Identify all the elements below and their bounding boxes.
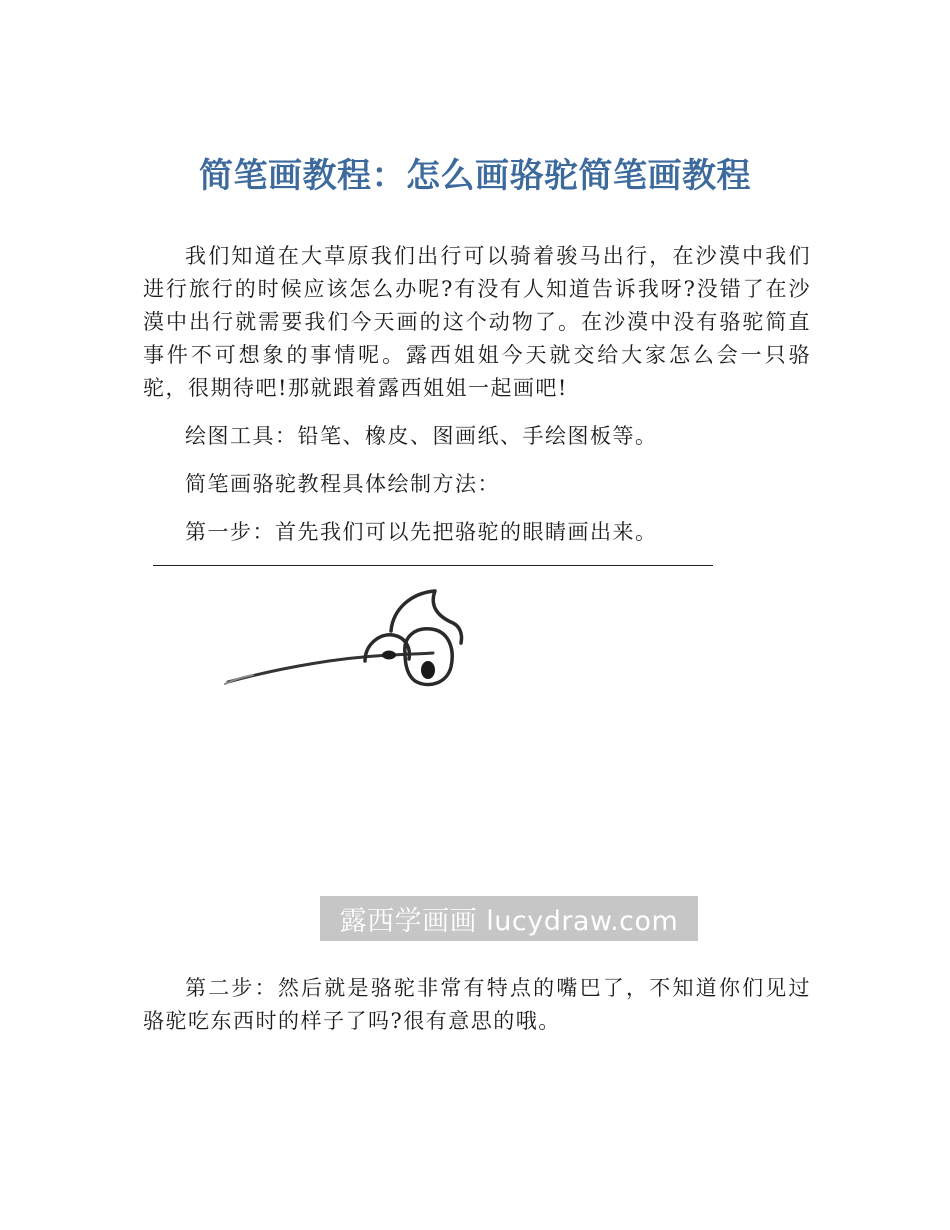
figure-top-rule (153, 565, 713, 566)
intro-paragraph: 我们知道在大草原我们出行可以骑着骏马出行，在沙漠中我们进行旅行的时候应该怎么办呢?有没有人知道告诉我呀?没错了在沙漠中出行就需要我们今天画的这个动物了。在沙漠中没有骆驼简直事件不可想象的事情呢。露西姐姐今天就交给大家怎么会一只骆驼，很期待吧!那就跟着露西姐姐一起画吧! (143, 244, 811, 400)
page-title: 简笔画教程：怎么画骆驼简笔画教程 (199, 156, 751, 196)
camel-eyes-sketch (153, 567, 713, 950)
step2-paragraph: 第二步：然后就是骆驼非常有特点的嘴巴了，不知道你们见过骆驼吃东西时的样子了吗?很有意思的哦。 (143, 976, 811, 1033)
camel-eyes-drawing-figure (153, 567, 713, 950)
method-heading: 简笔画骆驼教程具体绘制方法： (185, 472, 500, 496)
tools-paragraph: 绘图工具：铅笔、橡皮、图画纸、手绘图板等。 (185, 424, 658, 448)
step1-paragraph: 第一步：首先我们可以先把骆驼的眼睛画出来。 (185, 520, 658, 544)
figure-watermark: 露西学画画 lucydraw.com (320, 896, 698, 941)
